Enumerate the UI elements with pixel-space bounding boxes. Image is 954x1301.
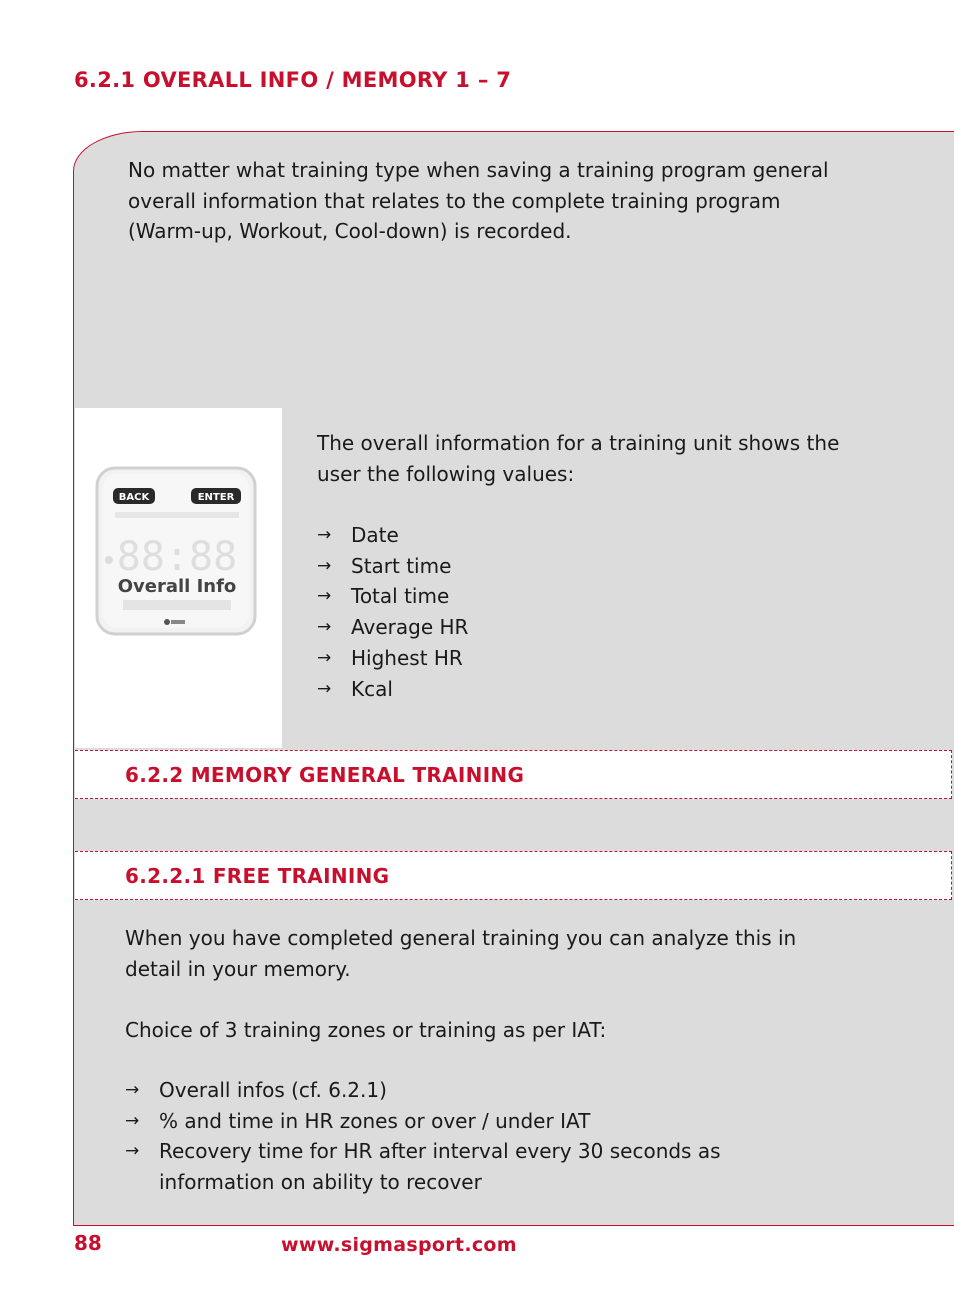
section-heading-free-training: 6.2.2.1 FREE TRAINING [125,864,390,888]
memory-items-list [125,1075,805,1198]
arrow-icon: → [317,525,332,545]
section-band-memory-general [75,750,952,799]
device-image-box [75,408,282,748]
section-heading-memory-general-training: 6.2.2 MEMORY GENERAL TRAINING [125,763,525,787]
enter-label: ENTER [197,492,235,503]
list-item: → Highest HR [317,643,468,674]
free-training-paragraph: When you have completed general training you can analyze this in detail in your memory. [125,926,797,981]
choice-paragraph: Choice of 3 training zones or training as per IAT: [125,1018,607,1042]
lcd-overall-info-text: Overall Info [117,576,237,597]
list-item: → Average HR [317,612,468,643]
arrow-icon: → [317,647,332,668]
list-item: → Total time [317,581,468,612]
arrow-icon: → [317,555,332,576]
list-item: → Recovery time for HR after interval every 30 seconds as information on ability to recover [125,1136,805,1197]
arrow-icon: → [317,678,332,699]
list-item: → Overall infos (cf. 6.2.1) [125,1075,805,1106]
overall-values-list [317,520,468,704]
intro-paragraph: No matter what training type when saving a training program general overall information that relates to the complete training program (Warm-up, Workout, Cool-down) is recorded. [128,158,829,243]
lcd-digits: 88:88 [116,534,238,580]
list-item: → Date [317,520,468,551]
arrow-icon: → [125,1110,140,1131]
arrow-icon: → [125,1141,140,1162]
section-heading-overall-info: 6.2.1 OVERALL INFO / MEMORY 1 – 7 [74,68,512,92]
list-item: → Start time [317,551,468,582]
back-label: BACK [118,492,150,503]
overall-info-paragraph: The overall information for a training unit shows the user the following values: [317,431,840,486]
heart-rate-monitor-display-image [95,466,257,636]
arrow-icon: → [125,1080,140,1100]
arrow-icon: → [317,617,332,638]
section-band-free-training [75,851,952,900]
list-item: → % and time in HR zones or over / under IAT [125,1106,805,1137]
list-item: → Kcal [317,674,468,705]
arrow-icon: → [317,586,332,607]
footer-url-link[interactable]: www.sigmasport.com [281,1234,517,1256]
page-number: 88 [74,1231,102,1255]
